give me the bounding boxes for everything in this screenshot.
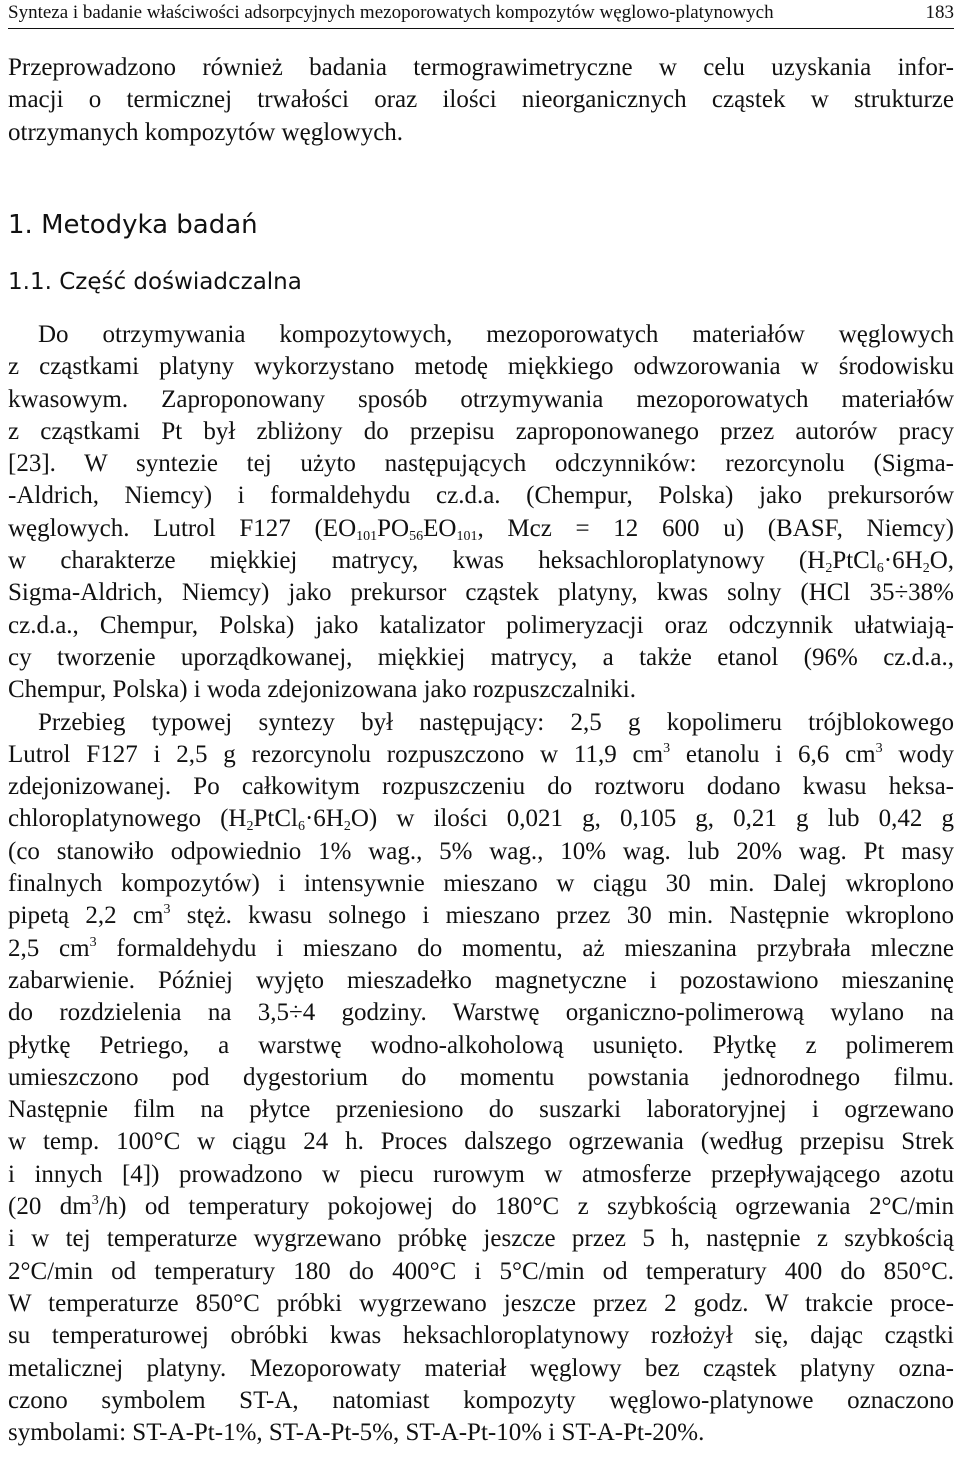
text-line: w temp. 100°C w ciągu 24 h. Proces dalszego ogrzewania (według przepisu Strek	[8, 1128, 954, 1156]
text-line: Lutrol F127 i 2,5 g rezorcynolu rozpuszczono w 11,9 $cm^3$ etanolu i 6,6 $cm^3$ wody	[8, 740, 954, 768]
text-line: czono symbolem ST-A, natomiast kompozyty węglowo-platynowe oznaczono	[8, 1386, 954, 1414]
text-line: cy tworzenie uporządkowanej, miękkiej matrycy, a także etanol (96% cz.d.a.,	[8, 643, 954, 671]
text-line: węglowych. Lutrol F127 ($EO_{101}PO_{56}EO_{101}$, Mcz = 12 600 u) (BASF, Niemcy)	[8, 514, 954, 544]
text-line: metalicznej platyny. Mezoporowaty materiał węglowy bez cząstek platyny ozna-	[8, 1354, 954, 1382]
text-line: Do otrzymywania kompozytowych, mezoporowatych materiałów węglowych	[38, 321, 954, 348]
text-line: (20 $dm^3/h$) od temperatury pokojowej do 180°C z szybkością ogrzewania 2°C/min	[8, 1193, 954, 1221]
text-line: 2,5 $cm^3$ formaldehydu i mieszano do momentu, aż mieszanina przybrała mleczne	[8, 934, 955, 962]
text-line: cz.d.a., Chempur, Polska) jako katalizator polimeryzacji oraz odczynnik ułatwiają-	[8, 611, 954, 639]
text-line: W temperaturze 850°C próbki wygrzewano jeszcze przez 2 godz. W trakcie proce-	[8, 1289, 954, 1317]
running-title: Synteza i badanie właściwości adsorpcyjnych mezoporowatych kompozytów węglowo-platynowych	[8, 2, 774, 23]
paragraph-synthesis	[8, 707, 954, 1450]
text-line: w charakterze miękkiej matrycy, kwas heksachloroplatynowy ($H_2PtCl_6\cdot 6H_2O$,	[8, 547, 954, 577]
text-line: 2°C/min od temperatury 180 do 400°C i 5°C/min od temperatury 400 do 850°C.	[8, 1257, 954, 1285]
text-line: zdejonizowanej. Po całkowitym rozpuszczeniu do roztworu dodano kwasu heksa-	[8, 773, 954, 801]
section-body	[8, 319, 954, 1449]
text-line: chloroplatynowego $(H_2PtCl_6\cdot 6H_2O)$ w ilości 0,021 g, 0,105 g, 0,21 g lub 0,42 g	[8, 805, 954, 835]
text-line: do rozdzielenia na 3,5÷4 godziny. Warstwę organiczno-polimerową wylano na	[8, 999, 954, 1027]
text-line: i w tej temperaturze wygrzewano próbkę jeszcze przez 5 h, następnie z szybkością	[8, 1225, 954, 1253]
intro-line: Przeprowadzono również badania termograwimetryczne w celu uzyskania infor-	[8, 54, 954, 81]
text-line: umieszczono pod dygestorium do momentu powstania jednorodnego filmu.	[8, 1063, 954, 1091]
intro-paragraph	[8, 52, 954, 149]
text-line: płytkę Petriego, a warstwę wodno-alkoholową usunięto. Płytkę z polimerem	[8, 1031, 954, 1059]
text-line: -Aldrich, Niemcy) i formaldehydu cz.d.a. (Chempur, Polska) jako prekursorów	[8, 482, 954, 510]
text-line: z cząstkami Pt był zbliżony do przepisu zaproponowanego przez autorów pracy	[8, 417, 954, 445]
page-number: 183	[925, 2, 954, 23]
text-line: i innych [4]) prowadzono w piecu rurowym w atmosferze przepływającego azotu	[8, 1160, 954, 1188]
document-page	[8, 0, 955, 1447]
text-line: su temperaturowej obróbki kwas heksachloroplatynowy rozłożył się, dając cząstki	[8, 1322, 954, 1350]
text-line: [23]. W syntezie tej użyto następujących odczynników: rezorcynolu (Sigma-	[8, 450, 954, 478]
text-line: Następnie film na płytce przeniesiono do suszarki laboratoryjnej i ogrzewano	[8, 1096, 954, 1124]
text-line: Przebieg typowej syntezy był następujący: 2,5 g kopolimeru trójblokowego	[38, 708, 954, 736]
intro-line: otrzymanych kompozytów węglowych.	[8, 118, 404, 146]
text-line: Sigma-Aldrich, Niemcy) jako prekursor cząstek platyny, kwas solny (HCl 35÷38%	[8, 579, 954, 607]
text-line: finalnych kompozytów) i intensywnie mieszano w ciągu 30 min. Dalej wkroplono	[8, 870, 954, 898]
text-line: pipetą 2,2 $cm^3$ stęż. kwasu solnego i mieszano przez 30 min. Następnie wkroplono	[8, 902, 954, 930]
text-line: zabarwienie. Później wyjęto mieszadełko magnetyczne i pozostawiono mieszaninę	[8, 966, 954, 994]
subsection-heading: 1.1. Część doświadczalna	[8, 269, 302, 295]
text-line: kwasowym. Zaproponowany sposób otrzymywania mezoporowatych materiałów	[8, 385, 954, 413]
text-line: Chempur, Polska) i woda zdejonizowana jako rozpuszczalniki.	[8, 676, 636, 704]
paragraph-materials	[8, 319, 954, 707]
running-header	[8, 0, 954, 29]
text-line: symbolami: ST-A-Pt-1%, ST-A-Pt-5%, ST-A-Pt-10% i ST-A-Pt-20%.	[8, 1419, 705, 1447]
section-heading: 1. Metodyka badań	[8, 210, 258, 240]
text-line: (co stanowiło odpowiednio 1% wag., 5% wag., 10% wag. lub 20% wag. Pt masy	[8, 837, 954, 865]
intro-line: macji o termicznej trwałości oraz ilości nieorganicznych cząstek w strukturze	[8, 86, 954, 114]
text-line: z cząstkami platyny wykorzystano metodę miękkiego odwzorowania w środowisku	[8, 353, 954, 381]
